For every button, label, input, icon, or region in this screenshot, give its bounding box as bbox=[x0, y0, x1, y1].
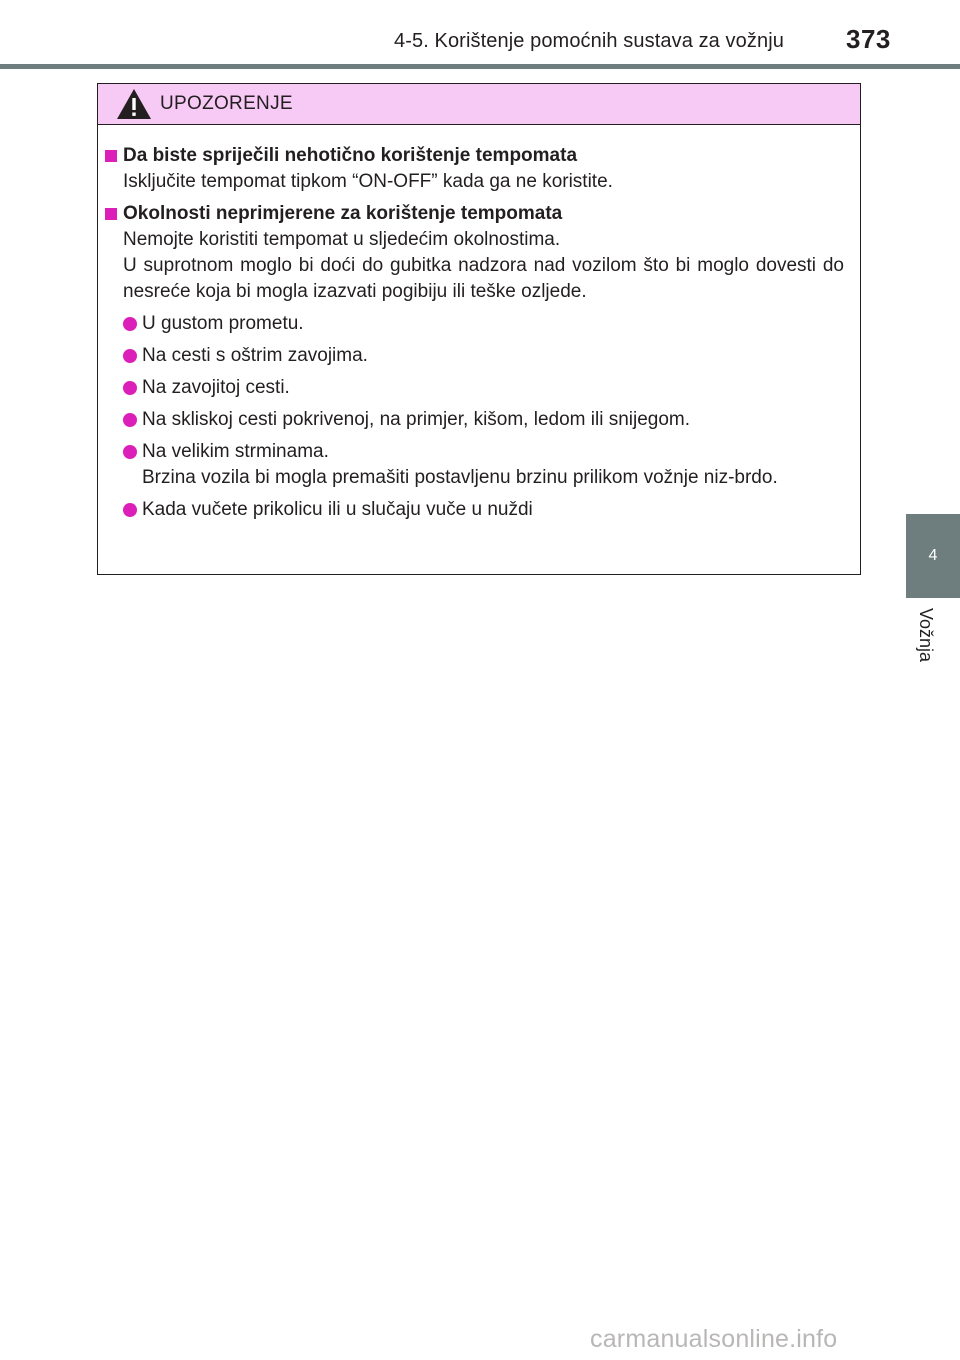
list-item bbox=[123, 439, 844, 491]
section-heading bbox=[105, 201, 844, 227]
bullet-dot-icon bbox=[123, 381, 137, 395]
section-text-line: Nemojte koristiti tempomat u sljedećim okolnostima. bbox=[123, 229, 561, 250]
square-bullet-icon bbox=[105, 150, 117, 162]
list-item bbox=[123, 497, 844, 523]
list-item-text: Kada vučete prikolicu ili u slučaju vuče u nuždi bbox=[142, 499, 533, 520]
warning-triangle-icon bbox=[116, 88, 152, 120]
list-item-line: Brzina vozila bi mogla premašiti postavljenu brzinu prilikom vožnje niz-brdo. bbox=[142, 467, 778, 488]
section-text: Isključite tempomat tipkom “ON-OFF” kada ga ne koristite. bbox=[123, 171, 613, 192]
list-item-text: U gustom prometu. bbox=[142, 313, 304, 334]
bullet-dot-icon bbox=[123, 503, 137, 517]
square-bullet-icon bbox=[105, 208, 117, 220]
section-heading-text: Okolnosti neprimjerene za korištenje tempomata bbox=[123, 203, 563, 224]
watermark: carmanualsonline.info bbox=[590, 1325, 838, 1353]
bullet-dot-icon bbox=[123, 349, 137, 363]
list-item-text: Na zavojitoj cesti. bbox=[142, 377, 290, 398]
section-text-line: U suprotnom moglo bi doći do gubitka nadzora nad vozilom što bi moglo dovesti do nesreće koja bi mogla izazvati pogibiju ili teške ozljede. bbox=[123, 255, 844, 302]
running-header-title: 4-5. Korištenje pomoćnih sustava za vožnju bbox=[394, 30, 784, 52]
chapter-name: Vožnja bbox=[916, 608, 936, 663]
warning-box bbox=[97, 83, 861, 575]
list-item-text bbox=[142, 439, 844, 491]
warning-header bbox=[98, 84, 860, 125]
list-item-text: Na skliskoj cesti pokrivenoj, na primjer, kišom, ledom ili snijegom. bbox=[142, 409, 691, 430]
list-item-line: Na velikim strminama. bbox=[142, 441, 329, 462]
list-item-text: Na cesti s oštrim zavojima. bbox=[142, 345, 368, 366]
bullet-dot-icon bbox=[123, 413, 137, 427]
section-text bbox=[123, 227, 844, 305]
chapter-tab bbox=[906, 514, 960, 598]
circumstances-list bbox=[123, 311, 844, 523]
list-item bbox=[123, 407, 844, 433]
section-heading bbox=[105, 143, 844, 169]
list-item bbox=[123, 311, 844, 337]
list-item bbox=[123, 343, 844, 369]
chapter-number: 4 bbox=[928, 547, 938, 564]
header-rule bbox=[0, 64, 960, 69]
list-item bbox=[123, 375, 844, 401]
warning-title: UPOZORENJE bbox=[160, 93, 293, 114]
warning-body bbox=[98, 125, 860, 523]
bullet-dot-icon bbox=[123, 445, 137, 459]
section-heading-text: Da biste spriječili nehotično korištenje tempomata bbox=[123, 145, 578, 166]
bullet-dot-icon bbox=[123, 317, 137, 331]
page-number: 373 bbox=[846, 24, 891, 54]
